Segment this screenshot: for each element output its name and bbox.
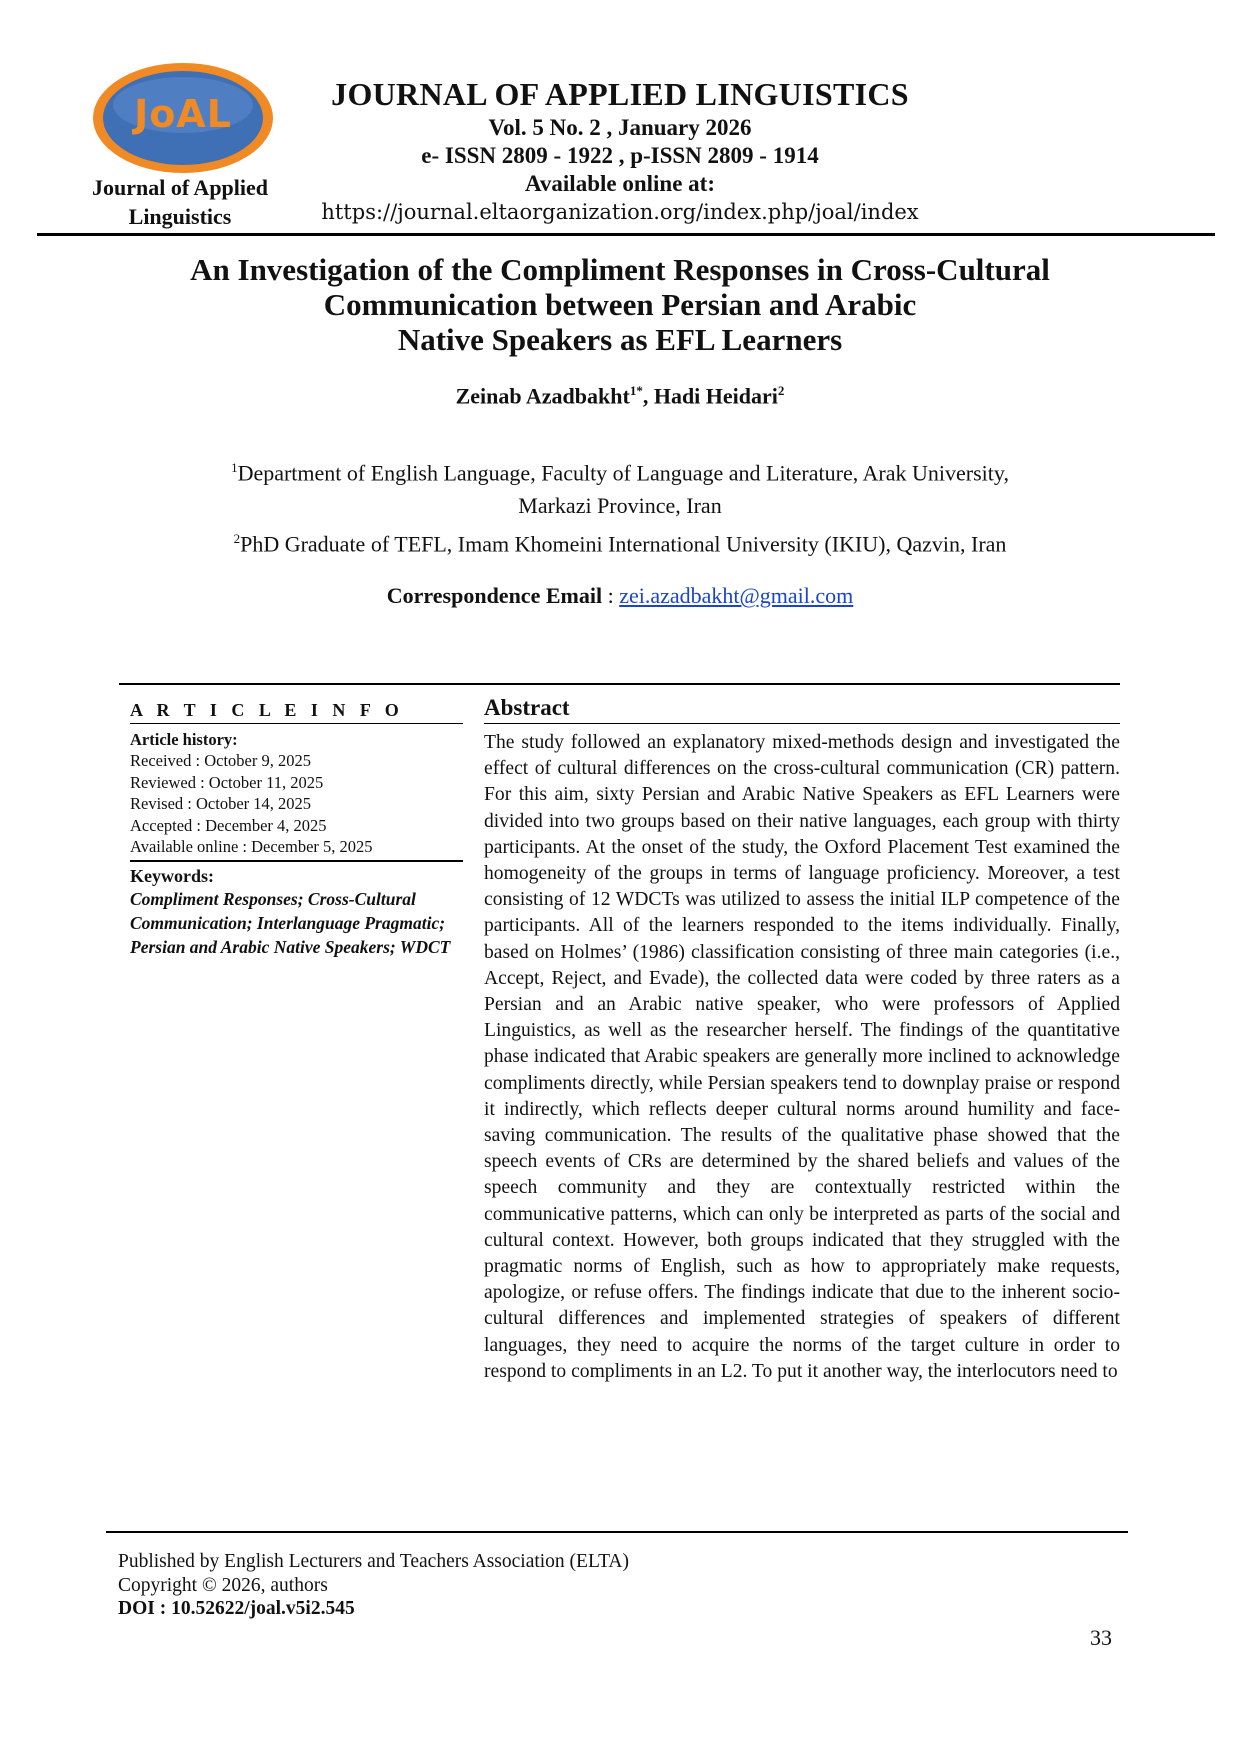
journal-masthead bbox=[290, 74, 950, 226]
history-item: Available online : December 5, 2025 bbox=[130, 837, 373, 856]
journal-volume: Vol. 5 No. 2 , January 2026 bbox=[488, 115, 752, 140]
journal-issn: e- ISSN 2809 - 1922 , p-ISSN 2809 - 1914 bbox=[421, 143, 819, 168]
page-footer bbox=[118, 1550, 918, 1621]
journal-logo bbox=[90, 60, 276, 176]
abstract-heading: Abstract bbox=[484, 695, 1120, 724]
email-separator: : bbox=[602, 583, 620, 608]
section-divider bbox=[119, 683, 1120, 685]
correspondence bbox=[100, 583, 1140, 609]
history-item: Received : October 9, 2025 bbox=[130, 751, 311, 770]
abstract-section bbox=[484, 695, 1120, 1385]
paper-title bbox=[100, 252, 1140, 357]
abstract-body: The study followed an explanatory mixed-methods design and investigated the effect of cultural differences on the cross-cultural communication (CR) pattern. For this aim, sixty Persian and Arabic Native Speakers as EFL Learners were divided into two groups based on their native languages, each group with thirty participants. At the onset of the study, the Oxford Placement Test examined the homogeneity of the groups in terms of language proficiency. Moreover, a test consisting of 12 WDCTs was utilized to assess the initial ILP competence of the participants. All of the learners responded to the items individually. Finally, based on Holmes’ (1986) classification consisting of three main categories (i.e., Accept, Reject, and Evade), the collected data were coded by three raters as a Persian and an Arabic native speaker, who were professors of Applied Linguistics, as well as the researcher herself. The findings of the quantitative phase indicated that Arabic speakers are generally more inclined to acknowledge compliments directly, while Persian speakers tend to downplay praise or respond it indirectly, which reflects deeper cultural norms around humility and face-saving communication. The results of the qualitative phase showed that the speech events of CRs are determined by the shared beliefs and values of the speech community and they are contextually restricted within the communicative patterns, which can only be interpreted as parts of the social and cultural context. However, both groups indicated that they struggled with the pragmatic norms of English, such as how to appropriately make requests, apologize, or refuse offers. The findings indicate that due to the inherent socio-cultural differences and implemented strategies of speakers of different languages, they need to acquire the norms of the target culture in order to respond to compliments in an L2. To put it another way, the interlocutors need to bbox=[484, 732, 1120, 1382]
footer-doi[interactable]: DOI : 10.52622/joal.v5i2.545 bbox=[118, 1598, 355, 1619]
article-info bbox=[130, 700, 463, 959]
affiliation-line bbox=[100, 522, 1140, 560]
author-affil-mark: 2 bbox=[777, 383, 785, 398]
history-label: Article history: bbox=[130, 730, 238, 749]
footer-divider bbox=[106, 1531, 1128, 1533]
logo-text: JoAL bbox=[134, 92, 232, 136]
history-item: Accepted : December 4, 2025 bbox=[130, 815, 327, 835]
logo-caption bbox=[60, 173, 300, 231]
affil-mark: 1 bbox=[231, 460, 238, 475]
email-link[interactable]: zei.azadbakht@gmail.com bbox=[619, 583, 854, 608]
affil-mark: 2 bbox=[233, 531, 241, 547]
history-item: Revised : October 14, 2025 bbox=[130, 794, 312, 813]
journal-available: Available online at: bbox=[525, 171, 715, 196]
page-number: 33 bbox=[1090, 1625, 1112, 1650]
footer-copyright: Copyright © 2026, authors bbox=[118, 1574, 328, 1596]
affil-text: Department of English Language, Faculty of Language and Literature, Arak University, bbox=[237, 460, 1009, 486]
footer-publisher: Published by English Lecturers and Teachers Association (ELTA) bbox=[118, 1551, 630, 1572]
logo-caption-line: Journal of Applied bbox=[91, 175, 269, 200]
article-info-heading: A R T I C L E I N F O bbox=[130, 700, 463, 724]
paper-title-line: Communication between Persian and Arabic bbox=[323, 287, 917, 322]
author-name: Hadi Heidari bbox=[653, 383, 778, 409]
journal-title: JOURNAL OF APPLIED LINGUISTICS bbox=[331, 76, 909, 112]
header-divider bbox=[37, 233, 1215, 236]
author-separator: , bbox=[642, 383, 654, 409]
affiliation-line: Markazi Province, Iran bbox=[518, 493, 722, 519]
paper-title-line: An Investigation of the Compliment Responses in Cross-Cultural bbox=[190, 252, 1050, 287]
affiliation-line bbox=[100, 451, 1140, 489]
affiliations bbox=[100, 451, 1140, 561]
article-history bbox=[130, 730, 463, 862]
keywords-label: Keywords: bbox=[130, 865, 214, 886]
author-name: Zeinab Azadbakht bbox=[455, 383, 630, 409]
paper-title-line: Native Speakers as EFL Learners bbox=[397, 322, 843, 357]
affil-text: PhD Graduate of TEFL, Imam Khomeini International University (IKIU), Qazvin, Iran bbox=[240, 531, 1007, 557]
keywords-text: Compliment Responses; Cross-Cultural Communication; Interlanguage Pragmatic; Persian and Arabic Native Speakers; WDCT bbox=[130, 888, 451, 957]
logo-caption-line: Linguistics bbox=[128, 204, 232, 229]
journal-url[interactable]: https://journal.eltaorganization.org/index.php/joal/index bbox=[321, 200, 919, 224]
author-affil-mark: 1* bbox=[629, 383, 643, 398]
email-label: Correspondence Email bbox=[386, 583, 603, 608]
history-item: Reviewed : October 11, 2025 bbox=[130, 772, 324, 792]
author-list bbox=[100, 383, 1140, 409]
